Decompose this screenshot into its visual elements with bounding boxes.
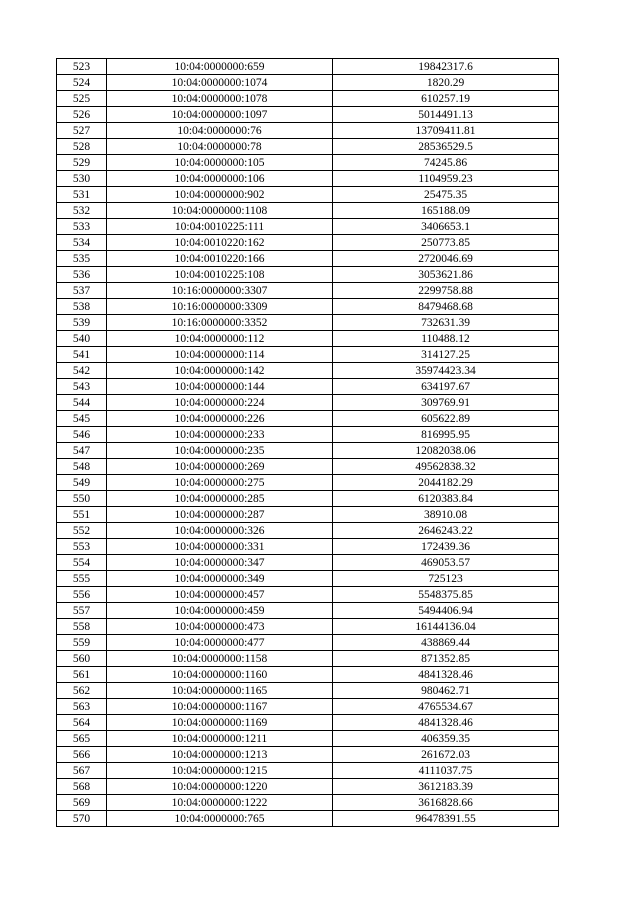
- cadastral-number-cell: 10:04:0000000:1220: [107, 779, 333, 795]
- cadastral-number-cell: 10:04:0010220:166: [107, 251, 333, 267]
- value-cell: 5494406.94: [333, 603, 559, 619]
- value-cell: 309769.91: [333, 395, 559, 411]
- value-cell: 5014491.13: [333, 107, 559, 123]
- row-number-cell: 528: [57, 139, 107, 155]
- value-cell: 3406653.1: [333, 219, 559, 235]
- value-cell: 8479468.68: [333, 299, 559, 315]
- value-cell: 74245.86: [333, 155, 559, 171]
- cadastral-number-cell: 10:04:0000000:114: [107, 347, 333, 363]
- cadastral-number-cell: 10:04:0000000:144: [107, 379, 333, 395]
- table-row: [57, 635, 559, 651]
- table-row: [57, 475, 559, 491]
- cadastral-number-cell: 10:04:0010225:111: [107, 219, 333, 235]
- row-number-cell: 552: [57, 523, 107, 539]
- value-cell: 3616828.66: [333, 795, 559, 811]
- cadastral-number-cell: 10:04:0000000:224: [107, 395, 333, 411]
- cadastral-number-cell: 10:04:0010225:108: [107, 267, 333, 283]
- row-number-cell: 534: [57, 235, 107, 251]
- table-body: [57, 59, 559, 827]
- row-number-cell: 546: [57, 427, 107, 443]
- row-number-cell: 562: [57, 683, 107, 699]
- value-cell: 96478391.55: [333, 811, 559, 827]
- cadastral-number-cell: 10:04:0000000:233: [107, 427, 333, 443]
- value-cell: 6120383.84: [333, 491, 559, 507]
- table-row: [57, 459, 559, 475]
- row-number-cell: 548: [57, 459, 107, 475]
- cadastral-number-cell: 10:04:0000000:326: [107, 523, 333, 539]
- cadastral-number-cell: 10:04:0000000:1213: [107, 747, 333, 763]
- table-row: [57, 171, 559, 187]
- cadastral-number-cell: 10:04:0000000:1167: [107, 699, 333, 715]
- row-number-cell: 545: [57, 411, 107, 427]
- cadastral-number-cell: 10:04:0000000:765: [107, 811, 333, 827]
- table-row: [57, 571, 559, 587]
- row-number-cell: 560: [57, 651, 107, 667]
- cadastral-number-cell: 10:04:0000000:275: [107, 475, 333, 491]
- row-number-cell: 556: [57, 587, 107, 603]
- value-cell: 3612183.39: [333, 779, 559, 795]
- cadastral-number-cell: 10:16:0000000:3309: [107, 299, 333, 315]
- row-number-cell: 533: [57, 219, 107, 235]
- table-row: [57, 795, 559, 811]
- row-number-cell: 561: [57, 667, 107, 683]
- row-number-cell: 544: [57, 395, 107, 411]
- row-number-cell: 535: [57, 251, 107, 267]
- row-number-cell: 569: [57, 795, 107, 811]
- table-row: [57, 555, 559, 571]
- row-number-cell: 531: [57, 187, 107, 203]
- row-number-cell: 568: [57, 779, 107, 795]
- cadastral-number-cell: 10:04:0000000:112: [107, 331, 333, 347]
- value-cell: 469053.57: [333, 555, 559, 571]
- cadastral-number-cell: 10:04:0000000:226: [107, 411, 333, 427]
- cadastral-number-cell: 10:04:0000000:1211: [107, 731, 333, 747]
- value-cell: 605622.89: [333, 411, 559, 427]
- value-cell: 634197.67: [333, 379, 559, 395]
- value-cell: 406359.35: [333, 731, 559, 747]
- row-number-cell: 543: [57, 379, 107, 395]
- table-row: [57, 779, 559, 795]
- table-row: [57, 235, 559, 251]
- table-row: [57, 763, 559, 779]
- table-row: [57, 651, 559, 667]
- cadastral-table: [56, 58, 559, 827]
- row-number-cell: 539: [57, 315, 107, 331]
- cadastral-number-cell: 10:04:0000000:459: [107, 603, 333, 619]
- value-cell: 16144136.04: [333, 619, 559, 635]
- row-number-cell: 525: [57, 91, 107, 107]
- table-row: [57, 155, 559, 171]
- table-row: [57, 379, 559, 395]
- value-cell: 4841328.46: [333, 715, 559, 731]
- table-row: [57, 427, 559, 443]
- table-row: [57, 587, 559, 603]
- row-number-cell: 566: [57, 747, 107, 763]
- cadastral-number-cell: 10:04:0000000:331: [107, 539, 333, 555]
- value-cell: 110488.12: [333, 331, 559, 347]
- cadastral-number-cell: 10:04:0000000:1169: [107, 715, 333, 731]
- table-row: [57, 443, 559, 459]
- cadastral-number-cell: 10:04:0000000:1160: [107, 667, 333, 683]
- table-row: [57, 811, 559, 827]
- value-cell: 35974423.34: [333, 363, 559, 379]
- value-cell: 38910.08: [333, 507, 559, 523]
- table-row: [57, 395, 559, 411]
- table-row: [57, 123, 559, 139]
- value-cell: 49562838.32: [333, 459, 559, 475]
- cadastral-number-cell: 10:04:0000000:1074: [107, 75, 333, 91]
- row-number-cell: 536: [57, 267, 107, 283]
- table-row: [57, 731, 559, 747]
- row-number-cell: 554: [57, 555, 107, 571]
- row-number-cell: 537: [57, 283, 107, 299]
- value-cell: 1104959.23: [333, 171, 559, 187]
- value-cell: 13709411.81: [333, 123, 559, 139]
- value-cell: 610257.19: [333, 91, 559, 107]
- value-cell: 2044182.29: [333, 475, 559, 491]
- value-cell: 1820.29: [333, 75, 559, 91]
- row-number-cell: 547: [57, 443, 107, 459]
- cadastral-number-cell: 10:04:0000000:142: [107, 363, 333, 379]
- value-cell: 2646243.22: [333, 523, 559, 539]
- cadastral-number-cell: 10:04:0000000:269: [107, 459, 333, 475]
- row-number-cell: 532: [57, 203, 107, 219]
- cadastral-number-cell: 10:04:0000000:349: [107, 571, 333, 587]
- table-row: [57, 523, 559, 539]
- value-cell: 2299758.88: [333, 283, 559, 299]
- table-row: [57, 139, 559, 155]
- value-cell: 4111037.75: [333, 763, 559, 779]
- value-cell: 4765534.67: [333, 699, 559, 715]
- table-row: [57, 491, 559, 507]
- row-number-cell: 549: [57, 475, 107, 491]
- cadastral-number-cell: 10:04:0000000:1097: [107, 107, 333, 123]
- cadastral-number-cell: 10:04:0000000:457: [107, 587, 333, 603]
- table-row: [57, 715, 559, 731]
- row-number-cell: 567: [57, 763, 107, 779]
- cadastral-number-cell: 10:04:0000000:285: [107, 491, 333, 507]
- cadastral-number-cell: 10:04:0000000:477: [107, 635, 333, 651]
- table-row: [57, 603, 559, 619]
- table-row: [57, 267, 559, 283]
- cadastral-number-cell: 10:04:0000000:1215: [107, 763, 333, 779]
- row-number-cell: 542: [57, 363, 107, 379]
- row-number-cell: 523: [57, 59, 107, 75]
- value-cell: 261672.03: [333, 747, 559, 763]
- cadastral-number-cell: 10:04:0000000:76: [107, 123, 333, 139]
- table-row: [57, 203, 559, 219]
- cadastral-number-cell: 10:04:0000000:1222: [107, 795, 333, 811]
- value-cell: 314127.25: [333, 347, 559, 363]
- cadastral-number-cell: 10:04:0000000:473: [107, 619, 333, 635]
- row-number-cell: 524: [57, 75, 107, 91]
- table-row: [57, 347, 559, 363]
- row-number-cell: 553: [57, 539, 107, 555]
- value-cell: 871352.85: [333, 651, 559, 667]
- table-row: [57, 667, 559, 683]
- table-row: [57, 363, 559, 379]
- table-row: [57, 283, 559, 299]
- value-cell: 2720046.69: [333, 251, 559, 267]
- value-cell: 4841328.46: [333, 667, 559, 683]
- table-row: [57, 315, 559, 331]
- cadastral-number-cell: 10:04:0000000:1078: [107, 91, 333, 107]
- table-row: [57, 747, 559, 763]
- table-row: [57, 75, 559, 91]
- value-cell: 732631.39: [333, 315, 559, 331]
- row-number-cell: 557: [57, 603, 107, 619]
- row-number-cell: 558: [57, 619, 107, 635]
- cadastral-number-cell: 10:04:0000000:659: [107, 59, 333, 75]
- table-row: [57, 539, 559, 555]
- value-cell: 172439.36: [333, 539, 559, 555]
- value-cell: 28536529.5: [333, 139, 559, 155]
- value-cell: 19842317.6: [333, 59, 559, 75]
- cadastral-number-cell: 10:04:0000000:106: [107, 171, 333, 187]
- table-row: [57, 619, 559, 635]
- row-number-cell: 529: [57, 155, 107, 171]
- row-number-cell: 540: [57, 331, 107, 347]
- cadastral-number-cell: 10:04:0000000:78: [107, 139, 333, 155]
- table-row: [57, 699, 559, 715]
- table-row: [57, 91, 559, 107]
- value-cell: 3053621.86: [333, 267, 559, 283]
- row-number-cell: 550: [57, 491, 107, 507]
- value-cell: 980462.71: [333, 683, 559, 699]
- cadastral-number-cell: 10:04:0000000:347: [107, 555, 333, 571]
- cadastral-number-cell: 10:04:0000000:1108: [107, 203, 333, 219]
- table-row: [57, 59, 559, 75]
- value-cell: 165188.09: [333, 203, 559, 219]
- row-number-cell: 538: [57, 299, 107, 315]
- cadastral-number-cell: 10:04:0000000:1158: [107, 651, 333, 667]
- table-row: [57, 251, 559, 267]
- cadastral-number-cell: 10:04:0000000:235: [107, 443, 333, 459]
- cadastral-number-cell: 10:16:0000000:3352: [107, 315, 333, 331]
- cadastral-number-cell: 10:04:0000000:902: [107, 187, 333, 203]
- value-cell: 438869.44: [333, 635, 559, 651]
- row-number-cell: 551: [57, 507, 107, 523]
- table-row: [57, 187, 559, 203]
- value-cell: 250773.85: [333, 235, 559, 251]
- row-number-cell: 555: [57, 571, 107, 587]
- row-number-cell: 565: [57, 731, 107, 747]
- table-row: [57, 411, 559, 427]
- row-number-cell: 564: [57, 715, 107, 731]
- row-number-cell: 559: [57, 635, 107, 651]
- cadastral-number-cell: 10:04:0000000:105: [107, 155, 333, 171]
- cadastral-number-cell: 10:04:0010220:162: [107, 235, 333, 251]
- row-number-cell: 526: [57, 107, 107, 123]
- value-cell: 5548375.85: [333, 587, 559, 603]
- value-cell: 816995.95: [333, 427, 559, 443]
- table-row: [57, 219, 559, 235]
- cadastral-number-cell: 10:04:0000000:287: [107, 507, 333, 523]
- table-row: [57, 331, 559, 347]
- table-row: [57, 683, 559, 699]
- row-number-cell: 530: [57, 171, 107, 187]
- table-row: [57, 299, 559, 315]
- table-row: [57, 507, 559, 523]
- row-number-cell: 570: [57, 811, 107, 827]
- value-cell: 725123: [333, 571, 559, 587]
- table-row: [57, 107, 559, 123]
- row-number-cell: 541: [57, 347, 107, 363]
- value-cell: 25475.35: [333, 187, 559, 203]
- cadastral-number-cell: 10:16:0000000:3307: [107, 283, 333, 299]
- cadastral-number-cell: 10:04:0000000:1165: [107, 683, 333, 699]
- value-cell: 12082038.06: [333, 443, 559, 459]
- row-number-cell: 563: [57, 699, 107, 715]
- row-number-cell: 527: [57, 123, 107, 139]
